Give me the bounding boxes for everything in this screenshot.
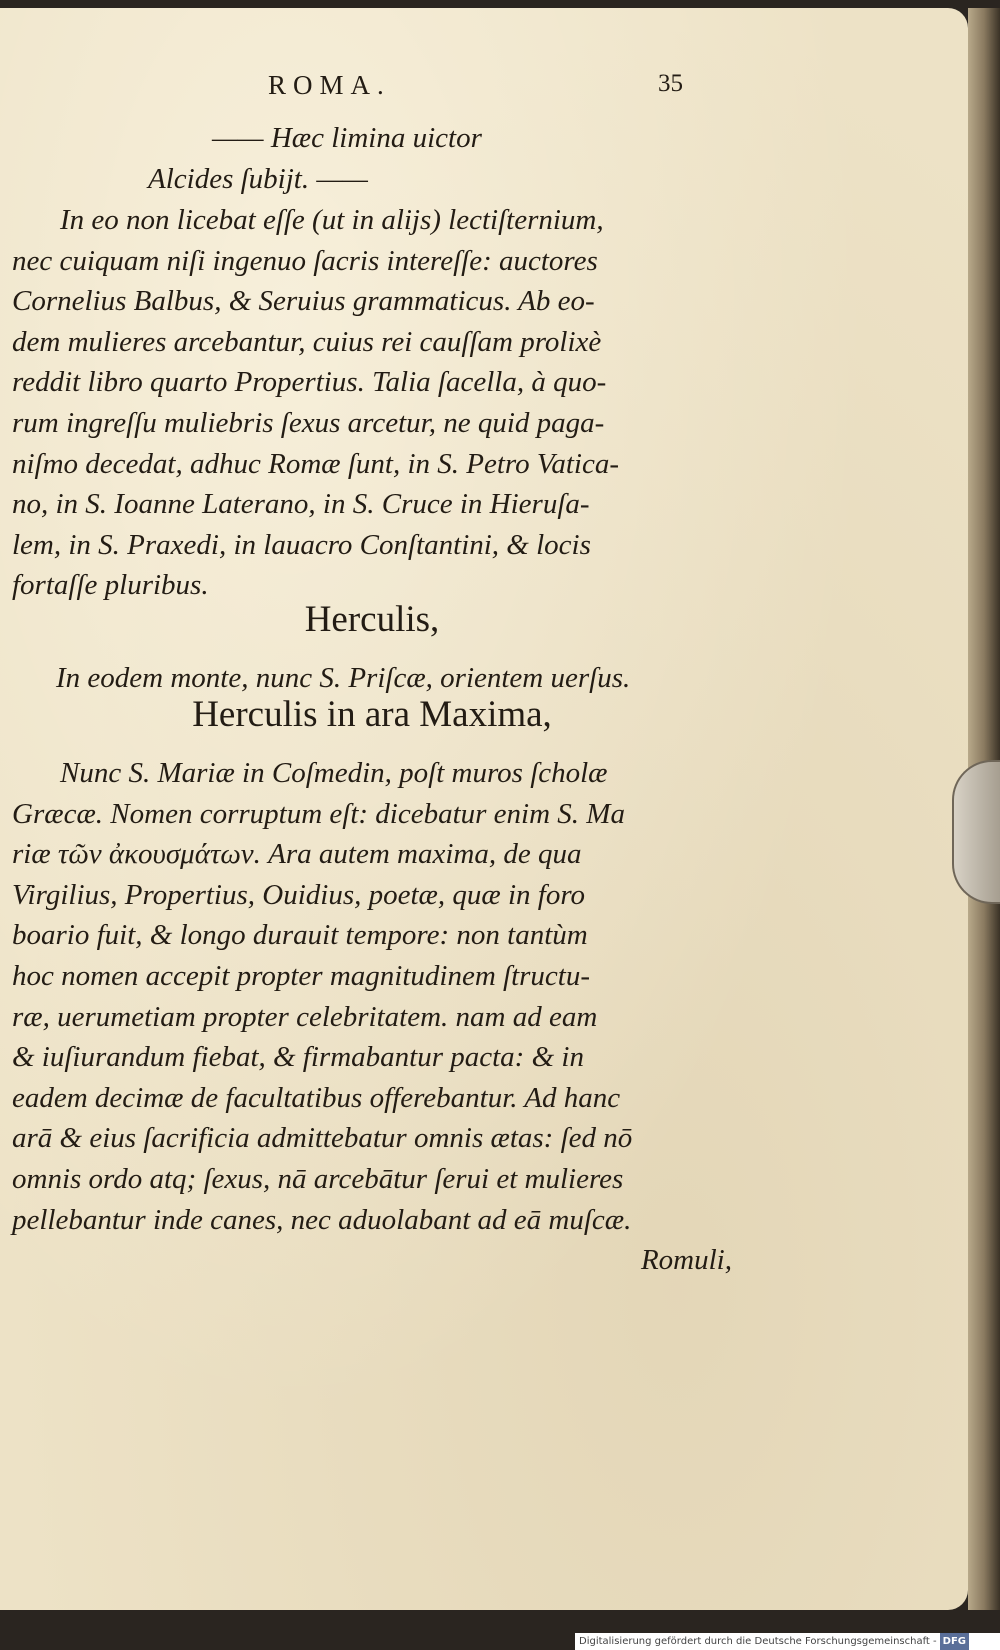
text-line: Virgilius, Propertius, Ouidius, poetæ, quæ in foro [12, 878, 586, 911]
verse-quote [12, 118, 732, 199]
text-line: Cornelius Balbus, & Seruius grammaticus. Ab eo- [12, 285, 595, 318]
paragraph-1 [12, 200, 732, 606]
credit-text: Digitalisierung gefördert durch die Deutsche Forschungsgemeinschaft - [579, 1636, 937, 1647]
running-header [0, 70, 720, 114]
section-heading: Herculis, [304, 599, 440, 640]
text-line: niſmo decedat, adhuc Romæ ſunt, in S. Petro Vatica- [12, 447, 620, 480]
running-title: ROMA. [268, 70, 391, 100]
text-line: no, in S. Ioanne Laterano, in S. Cruce in Hieruſa- [12, 488, 590, 521]
text-line: nec cuiquam niſi ingenuo ſacris intereſſe: auctores [12, 244, 598, 277]
page-number: 35 [658, 70, 683, 97]
catchword: Romuli, [640, 1244, 732, 1277]
text-line: reddit libro quarto Propertius. Talia ſacella, à quo- [12, 366, 607, 399]
text-line: fortaſſe pluribus. [12, 569, 209, 602]
text-line: In eo non licebat eſſe (ut in alijs) lectiſternium, [60, 204, 604, 236]
text-line: arā & eius ſacrificia admittebatur omnis ætas: ſed nō [12, 1122, 633, 1155]
text-line: Nunc S. Mariæ in Coſmedin, poſt muros ſcholæ [60, 757, 608, 789]
paragraph-2 [12, 753, 732, 1281]
digitization-credit [575, 1633, 1000, 1650]
text-line: eadem decimæ de facultatibus offerebantur. Ad hanc [12, 1081, 621, 1114]
text-line: rum ingreſſu muliebris ſexus arcetur, ne quid paga- [12, 406, 605, 439]
text-line: omnis ordo atq; ſexus, nā arcebātur ſerui et mulieres [12, 1162, 624, 1195]
text-line: & iuſiurandum fiebat, & firmabantur pacta: & in [12, 1041, 584, 1074]
text-line: Græcæ. Nomen corruptum eſt: dicebatur enim S. Ma [12, 797, 625, 830]
dfg-logo: DFG [940, 1633, 969, 1650]
subheading-line: In eodem monte, nunc S. Priſcæ, orientem uerſus. [56, 662, 631, 694]
subheading [12, 658, 732, 699]
text-line: hoc nomen accepit propter magnitudinem ſtructu- [12, 959, 591, 992]
text-line: pellebantur inde canes, nec aduolabant ad eā muſcæ. [12, 1203, 632, 1236]
text-line: ræ, uerumetiam propter celebritatem. nam ad eam [12, 1000, 598, 1033]
text-line: riæ τῶν ἀκουσμάτων. Ara autem maxima, de qua [12, 838, 582, 871]
verse-line: Alcides ſubijt. —— [148, 162, 368, 195]
text-line: boario fuit, & longo durauit tempore: non tantùm [12, 919, 588, 952]
text-line: dem mulieres arcebantur, cuius rei cauſſam prolixè [12, 325, 602, 358]
verse-line: —— Hæc limina uictor [212, 122, 482, 154]
section-heading: Herculis in ara Maxima, [192, 694, 552, 735]
page-clip [952, 760, 1000, 904]
text-line: lem, in S. Praxedi, in lauacro Conſtantini, & locis [12, 528, 591, 561]
